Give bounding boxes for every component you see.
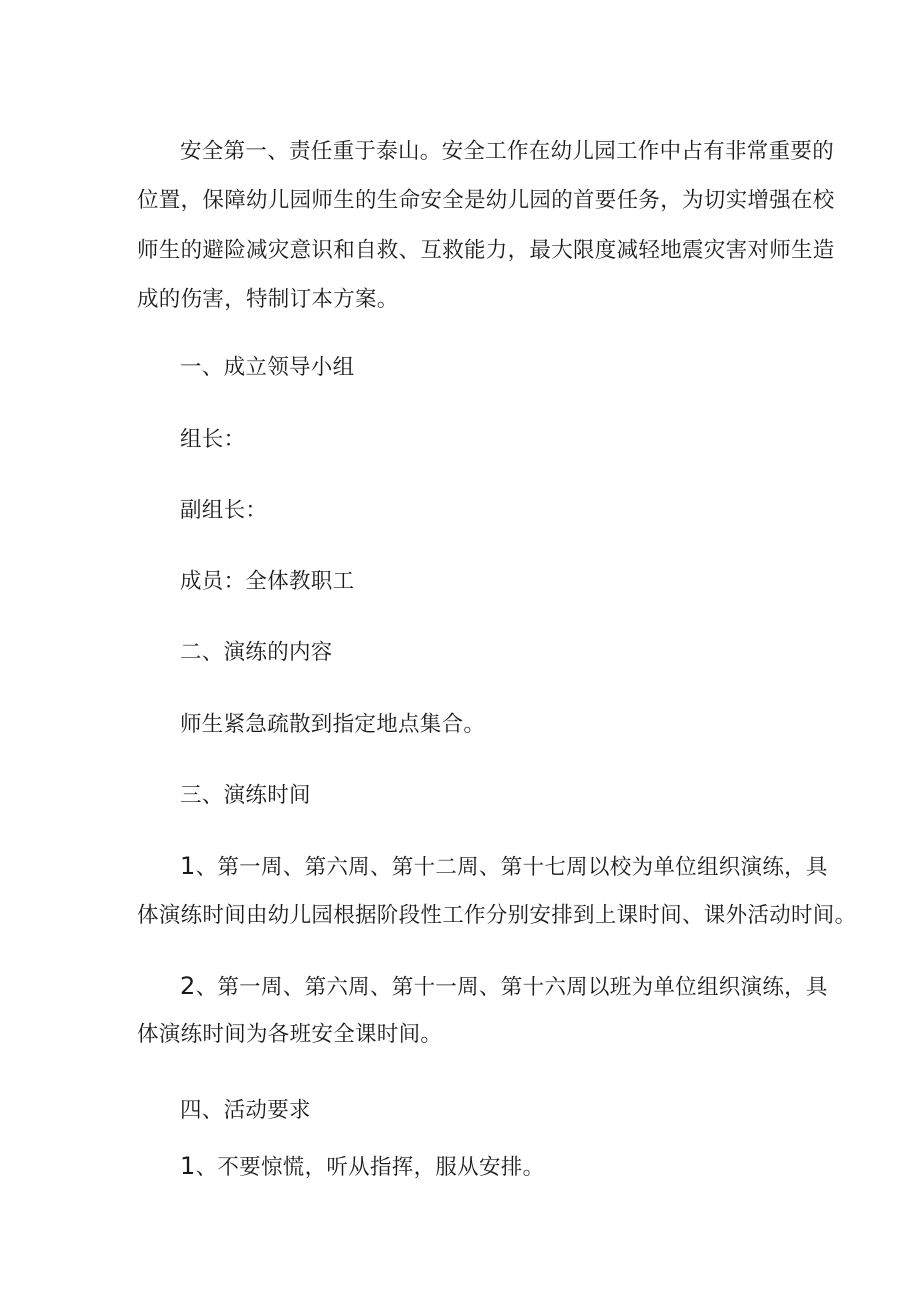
section-2-heading: 二、演练的内容 xyxy=(180,640,333,665)
time-item-1-line-2: 体演练时间由幼儿园根据阶段性工作分别安排到上课时间、课外活动时间。 xyxy=(137,903,857,928)
intro-line-4: 成的伤害，特制订本方案。 xyxy=(137,287,399,312)
drill-content: 师生紧急疏散到指定地点集合。 xyxy=(180,712,486,737)
time-item-1-line-1 xyxy=(180,843,828,891)
leader-label: 组长： xyxy=(180,427,246,452)
section-4-heading: 四、活动要求 xyxy=(180,1098,311,1123)
time-item-2-line-2: 体演练时间为各班安全课时间。 xyxy=(137,1022,443,1047)
time-item-2-number: 2 xyxy=(180,972,196,1000)
section-3-heading: 三、演练时间 xyxy=(180,783,311,808)
time-item-1-number: 1 xyxy=(180,852,196,880)
intro-line-3: 师生的避险减灾意识和自救、互救能力，最大限度减轻地震灾害对师生造 xyxy=(137,238,835,263)
requirement-item-1-text: 、不要惊慌，听从指挥，服从安排。 xyxy=(195,1155,545,1180)
time-item-2-line-1 xyxy=(180,963,828,1011)
intro-line-1: 安全第一、责任重于泰山。安全工作在幼儿园工作中占有非常重要的 xyxy=(180,139,835,164)
intro-line-2: 位置，保障幼儿园师生的生命安全是幼儿园的首要任务，为切实增强在校 xyxy=(137,188,835,213)
section-1-heading: 一、成立领导小组 xyxy=(180,355,355,380)
members-line: 成员：全体教职工 xyxy=(180,569,355,594)
requirement-item-1-number: 1 xyxy=(180,1152,196,1180)
requirement-item-1 xyxy=(180,1143,544,1191)
time-item-1-text: 、第一周、第六周、第十二周、第十七周以校为单位组织演练，具 xyxy=(195,855,828,880)
deputy-leader-label: 副组长： xyxy=(180,498,268,523)
time-item-2-text: 、第一周、第六周、第十一周、第十六周以班为单位组织演练，具 xyxy=(195,975,828,1000)
